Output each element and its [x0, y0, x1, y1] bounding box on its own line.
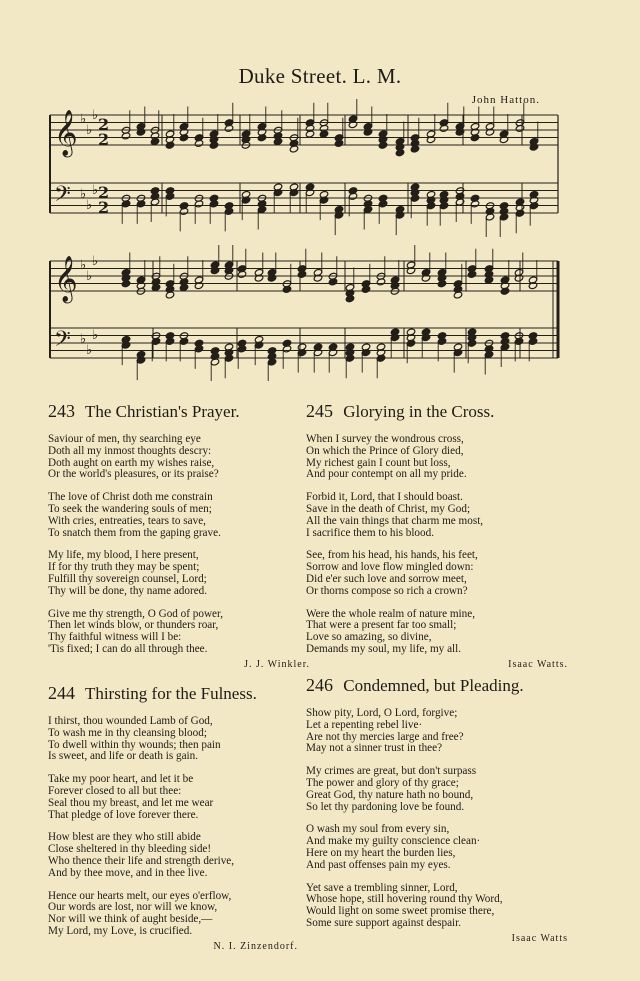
verse-line: Hence our hearts melt, our eyes o'erflow,: [48, 889, 232, 902]
verse-line: That pledge of love forever there.: [48, 808, 199, 821]
stanza: [48, 774, 298, 821]
verse-line: Or thorns compose so rich a crown?: [306, 584, 468, 597]
hymn-heading: [306, 675, 568, 696]
verse-line: I sacrifice them to his blood.: [306, 526, 435, 539]
stanza: [306, 434, 568, 481]
verse-line: Seal thou my breast, and let me wear: [48, 796, 214, 809]
stanza: [306, 492, 568, 539]
verse-line: Love so amazing, so divine,: [306, 631, 432, 644]
flat-icon: ♭: [80, 258, 87, 273]
verse-line: My crimes are great, but don't surpass: [306, 765, 477, 778]
verse-line: Whose hope, still hovering round thy Word,: [306, 893, 503, 906]
hymn-verses: [48, 716, 298, 938]
verse-line: O wash my soul from every sin,: [306, 823, 450, 836]
treble-clef-icon: 𝄞: [54, 256, 78, 302]
stanza: [48, 832, 298, 879]
verse-line: And pour contempt on all my pride.: [306, 468, 467, 481]
flat-icon: ♭: [80, 187, 87, 202]
hymn-verses: [306, 434, 568, 656]
stanza: [48, 492, 310, 539]
verse-line: Here on my heart the burden lies,: [306, 846, 456, 859]
verse-line: Are not thy mercies large and free?: [306, 730, 464, 743]
verse-line: My Lord, my Love, is crucified.: [48, 924, 193, 937]
flat-icon: ♭: [86, 123, 93, 138]
flat-icon: ♭: [92, 108, 99, 123]
verse-line: Some sure support against despair.: [306, 916, 462, 929]
flat-icon: ♭: [80, 332, 87, 347]
music-score: [0, 0, 640, 381]
verse-line: The love of Christ doth me constrain: [48, 491, 213, 504]
verse-line: Then let winds blow, or thunders roar,: [48, 619, 219, 632]
verse-line: Forever closed to all but thee:: [48, 784, 182, 797]
composer-credit: John Hatton.: [471, 94, 540, 106]
verse-line: Did e'er such love and sorrow meet,: [306, 572, 467, 585]
verse-line: Thy will be done, thy name adored.: [48, 584, 208, 597]
verse-line: Take my poor heart, and let it be: [48, 773, 194, 786]
verse-line: With cries, entreaties, tears to save,: [48, 514, 206, 527]
hymn-verses: [306, 708, 568, 930]
verse-line: Were the whole realm of nature mine,: [306, 607, 476, 620]
verse-line: That were a present far too small;: [306, 619, 457, 632]
flat-icon: ♭: [92, 254, 99, 269]
verse-line: Demands my soul, my life, my all.: [306, 642, 462, 655]
verse-line: And past offenses pain my eyes.: [306, 858, 451, 871]
verse-line: Save in the death of Christ, my God;: [306, 502, 471, 515]
flat-icon: ♭: [92, 183, 99, 198]
verse-line: To snatch them from the gaping grave.: [48, 526, 221, 539]
time-signature-bottom: 2: [98, 130, 110, 149]
hymn-author: Isaac Watts: [511, 932, 568, 944]
verse-line: Great God, thy nature hath no bound,: [306, 788, 474, 801]
stanza: [48, 434, 310, 481]
verse-line: All the vain things that charm me most,: [306, 514, 484, 527]
stanza: [306, 766, 568, 813]
verse-line: When I survey the wondrous cross,: [306, 433, 464, 445]
bass-clef-icon: 𝄢: [54, 182, 71, 212]
hymn-244: [48, 683, 298, 952]
stanza: [306, 708, 568, 755]
hymn-heading: [48, 401, 310, 422]
verse-line: Nor will we think of aught beside,—: [48, 913, 213, 926]
verse-line: See, from his head, his hands, his feet,: [306, 549, 478, 562]
time-signature-top: 2: [98, 115, 110, 134]
verse-line: I thirst, thou wounded Lamb of God,: [48, 715, 213, 727]
flat-icon: ♭: [92, 328, 99, 343]
hymn-title: Thirsting for the Fulness.: [84, 684, 257, 703]
hymn-number: 245: [306, 401, 333, 421]
verse-line: If for thy truth they may be spent;: [48, 561, 200, 574]
verse-line: My richest gain I count but loss,: [306, 456, 451, 469]
verse-line: Fulfill thy sovereign counsel, Lord;: [48, 572, 207, 585]
verse-line: On which the Prince of Glory died,: [306, 444, 464, 457]
stanza: [48, 550, 310, 597]
verse-line: Yet save a trembling sinner, Lord,: [306, 881, 458, 894]
hymn-246: [306, 675, 568, 944]
hymn-title: The Christian's Prayer.: [84, 402, 240, 421]
stanza: [48, 716, 298, 763]
flat-icon: ♭: [86, 343, 93, 358]
hymn-heading: [306, 401, 568, 422]
verse-line: To wash me in thy cleansing blood;: [48, 726, 207, 739]
hymn-number: 244: [48, 683, 75, 703]
verse-line: Saviour of men, thy searching eye: [48, 433, 201, 445]
verse-line: Let a repenting rebel live·: [306, 718, 423, 731]
verse-line: My life, my blood, I here present,: [48, 549, 199, 562]
stanza: [306, 883, 568, 930]
flat-icon: ♭: [86, 198, 93, 213]
verse-line: Doth aught on earth my wishes raise,: [48, 456, 215, 469]
verse-line: To seek the wandering souls of men;: [48, 502, 212, 515]
hymn-heading: [48, 683, 298, 704]
verse-line: 'Tis fixed; I can do all through thee.: [48, 642, 208, 655]
hymn-245: [306, 401, 568, 670]
hymn-title: Condemned, but Pleading.: [343, 676, 524, 695]
bass-clef-icon: 𝄢: [54, 327, 71, 357]
stanza: [306, 550, 568, 597]
verse-line: Close sheltered in thy bleeding side!: [48, 843, 212, 856]
verse-line: And make my guilty conscience clean·: [306, 835, 481, 848]
hymn-author: Isaac Watts.: [508, 658, 568, 670]
time-signature-bottom: 2: [98, 198, 110, 217]
verse-line: Our words are lost, nor will we know,: [48, 901, 218, 914]
flat-icon: ♭: [80, 112, 87, 127]
verse-line: Give me thy strength, O God of power,: [48, 607, 224, 620]
stanza: [306, 824, 568, 871]
verse-line: Forbid it, Lord, that I should boast.: [306, 491, 463, 504]
hymn-author: N. I. Zinzendorf.: [213, 940, 298, 952]
verse-line: Doth all my inmost thoughts descry:: [48, 444, 212, 457]
verse-line: May not a sinner trust in thee?: [306, 742, 443, 755]
hymn-number: 246: [306, 675, 333, 695]
stanza: [306, 609, 568, 656]
verse-line: To dwell within thy wounds; then pain: [48, 738, 221, 751]
verse-line: Would light on some sweet promise there,: [306, 905, 495, 918]
hymn-title: Glorying in the Cross.: [343, 402, 495, 421]
verse-line: And by thee move, and in thee live.: [48, 866, 208, 879]
verse-line: Show pity, Lord, O Lord, forgive;: [306, 707, 458, 719]
flat-icon: ♭: [86, 269, 93, 284]
hymn-author: J. J. Winkler.: [244, 658, 310, 670]
stanza: [48, 609, 310, 656]
tune-title: Duke Street. L. M.: [238, 64, 402, 88]
treble-clef-icon: 𝄞: [54, 110, 78, 156]
hymn-243: [48, 401, 310, 670]
verse-line: Or the world's pleasures, or its praise?: [48, 468, 219, 481]
time-signature-top: 2: [98, 183, 110, 202]
verse-line: Thy faithful witness will I be:: [48, 631, 182, 644]
verse-line: So let thy pardoning love be found.: [306, 800, 465, 813]
verse-line: Is sweet, and life or death is gain.: [48, 750, 199, 763]
verse-line: The power and glory of thy grace;: [306, 776, 459, 789]
verse-line: How blest are they who still abide: [48, 831, 201, 844]
verse-line: Sorrow and love flow mingled down:: [306, 561, 474, 574]
hymn-number: 243: [48, 401, 75, 421]
verse-line: Who thence their life and strength derive,: [48, 854, 235, 867]
stanza: [48, 891, 298, 938]
hymn-verses: [48, 434, 310, 656]
